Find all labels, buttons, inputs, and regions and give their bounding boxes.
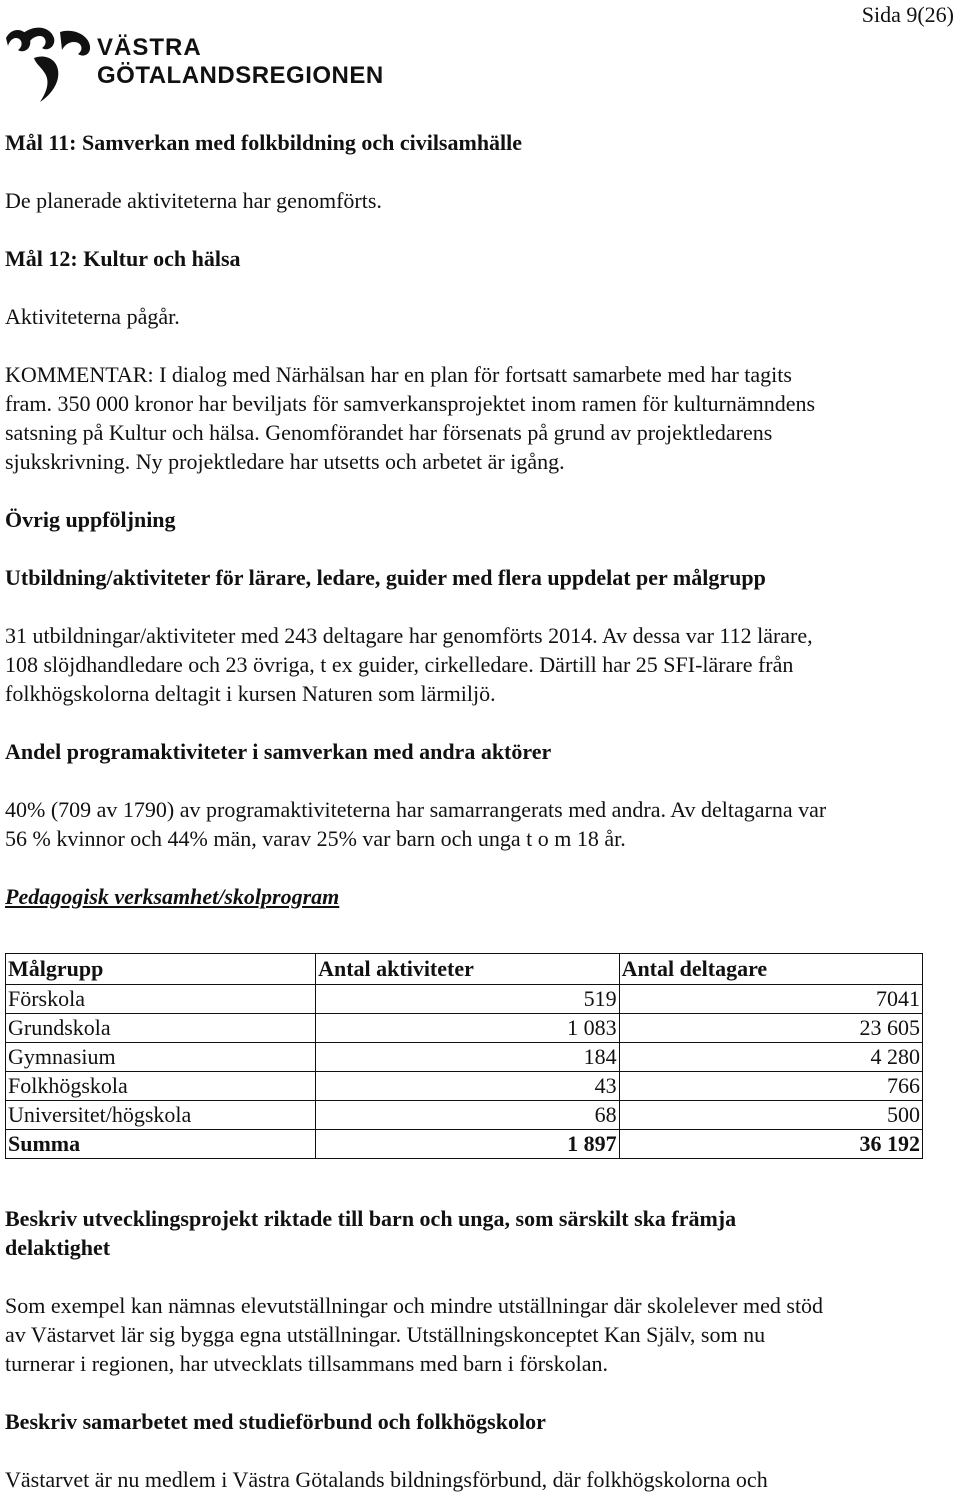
table-cell: 43 <box>316 1072 619 1101</box>
paragraph-mal-11: De planerade aktiviteterna har genomförts. <box>5 188 382 213</box>
utbildning-line: 31 utbildningar/aktiviteter med 243 deltagare har genomförts 2014. Av dessa var 112 lärare, <box>5 623 813 648</box>
table-cell: 1 083 <box>316 1014 619 1043</box>
table-row <box>6 1043 923 1072</box>
heading-mal-11: Mål 11: Samverkan med folkbildning och civilsamhälle <box>5 130 523 155</box>
heading-beskriv-samarbetet: Beskriv samarbetet med studieförbund och folkhögskolor <box>5 1409 546 1434</box>
beskriv-utvecklingsprojekt-line: turnerar i regionen, har utvecklats tillsammans med barn i förskolan. <box>5 1351 608 1376</box>
heading-mal-12: Mål 12: Kultur och hälsa <box>5 246 241 271</box>
table-header-cell: Antal aktiviteter <box>316 954 619 985</box>
table-header-row <box>6 954 923 985</box>
heading-andel: Andel programaktiviteter i samverkan med andra aktörer <box>5 739 552 764</box>
beskriv-utvecklingsprojekt-line: av Västarvet lär sig bygga egna utställningar. Utställningskonceptet Kan Själv, som nu <box>5 1322 766 1347</box>
table-header-cell: Antal deltagare <box>619 954 922 985</box>
table-cell: 7041 <box>619 985 922 1014</box>
document-body <box>5 128 955 911</box>
kommentar-line: sjukskrivning. Ny projektledare har utsetts och arbetet är igång. <box>5 449 565 474</box>
vgr-logo <box>4 24 388 106</box>
table-cell: Universitet/högskola <box>6 1101 316 1130</box>
malgrupp-table <box>5 953 923 1159</box>
table-cell: Förskola <box>6 985 316 1014</box>
table-cell: 23 605 <box>619 1014 922 1043</box>
beskriv-utvecklingsprojekt-line: Som exempel kan nämnas elevutställningar och mindre utställningar där skolelever med stöd <box>5 1293 824 1318</box>
table-row <box>6 985 923 1014</box>
table-cell: Folkhögskola <box>6 1072 316 1101</box>
table-cell: 4 280 <box>619 1043 922 1072</box>
table-cell: 766 <box>619 1072 922 1101</box>
table-cell: 184 <box>316 1043 619 1072</box>
kommentar-line: fram. 350 000 kronor har beviljats för samverkansprojektet inom ramen för kulturnämndens <box>5 391 816 416</box>
table-cell: Grundskola <box>6 1014 316 1043</box>
andel-line: 56 % kvinnor och 44% män, varav 25% var barn och unga t o m 18 år. <box>5 826 626 851</box>
vgr-emblem-icon <box>4 24 94 106</box>
table-cell: Summa <box>6 1130 316 1159</box>
heading-beskriv-utvecklingsprojekt: Beskriv utvecklingsprojekt riktade till barn och unga, som särskilt ska främja <box>5 1206 737 1231</box>
kommentar-line: KOMMENTAR: I dialog med Närhälsan har en plan för fortsatt samarbete med har tagits <box>5 362 792 387</box>
utbildning-line: folkhögskolorna deltagit i kursen Naturen som lärmiljö. <box>5 681 496 706</box>
document-body-lower <box>5 1204 955 1494</box>
kommentar-line: satsning på Kultur och hälsa. Genomförandet har försenats på grund av projektledarens <box>5 420 773 445</box>
page-number: Sida 9(26) <box>861 2 954 27</box>
beskriv-samarbetet-line: Västarvet är nu medlem i Västra Götalands bildningsförbund, där folkhögskolorna och <box>5 1467 768 1492</box>
heading-pedagogisk: Pedagogisk verksamhet/skolprogram <box>5 884 340 909</box>
table-cell: 36 192 <box>619 1130 922 1159</box>
table-header-cell: Målgrupp <box>6 954 316 985</box>
table-row <box>6 1101 923 1130</box>
heading-ovrig-uppfoljning: Övrig uppföljning <box>5 507 176 532</box>
utbildning-line: 108 slöjdhandledare och 23 övriga, t ex guider, cirkelledare. Därtill har 25 SFI-lärare från <box>5 652 794 677</box>
logo-line-1: VÄSTRA <box>97 34 202 61</box>
table-cell: 519 <box>316 985 619 1014</box>
table-sum-row <box>6 1130 923 1159</box>
table-cell: Gymnasium <box>6 1043 316 1072</box>
table-cell: 1 897 <box>316 1130 619 1159</box>
heading-utbildning: Utbildning/aktiviteter för lärare, ledare, guider med flera uppdelat per målgrupp <box>5 565 766 590</box>
table-cell: 500 <box>619 1101 922 1130</box>
table-row <box>6 1014 923 1043</box>
andel-line: 40% (709 av 1790) av programaktiviteterna har samarrangerats med andra. Av deltagarna var <box>5 797 827 822</box>
paragraph-mal-12: Aktiviteterna pågår. <box>5 304 180 329</box>
logo-line-2: GÖTALANDSREGIONEN <box>97 62 384 89</box>
table-cell: 68 <box>316 1101 619 1130</box>
heading-beskriv-utvecklingsprojekt: delaktighet <box>5 1235 111 1260</box>
table-row <box>6 1072 923 1101</box>
